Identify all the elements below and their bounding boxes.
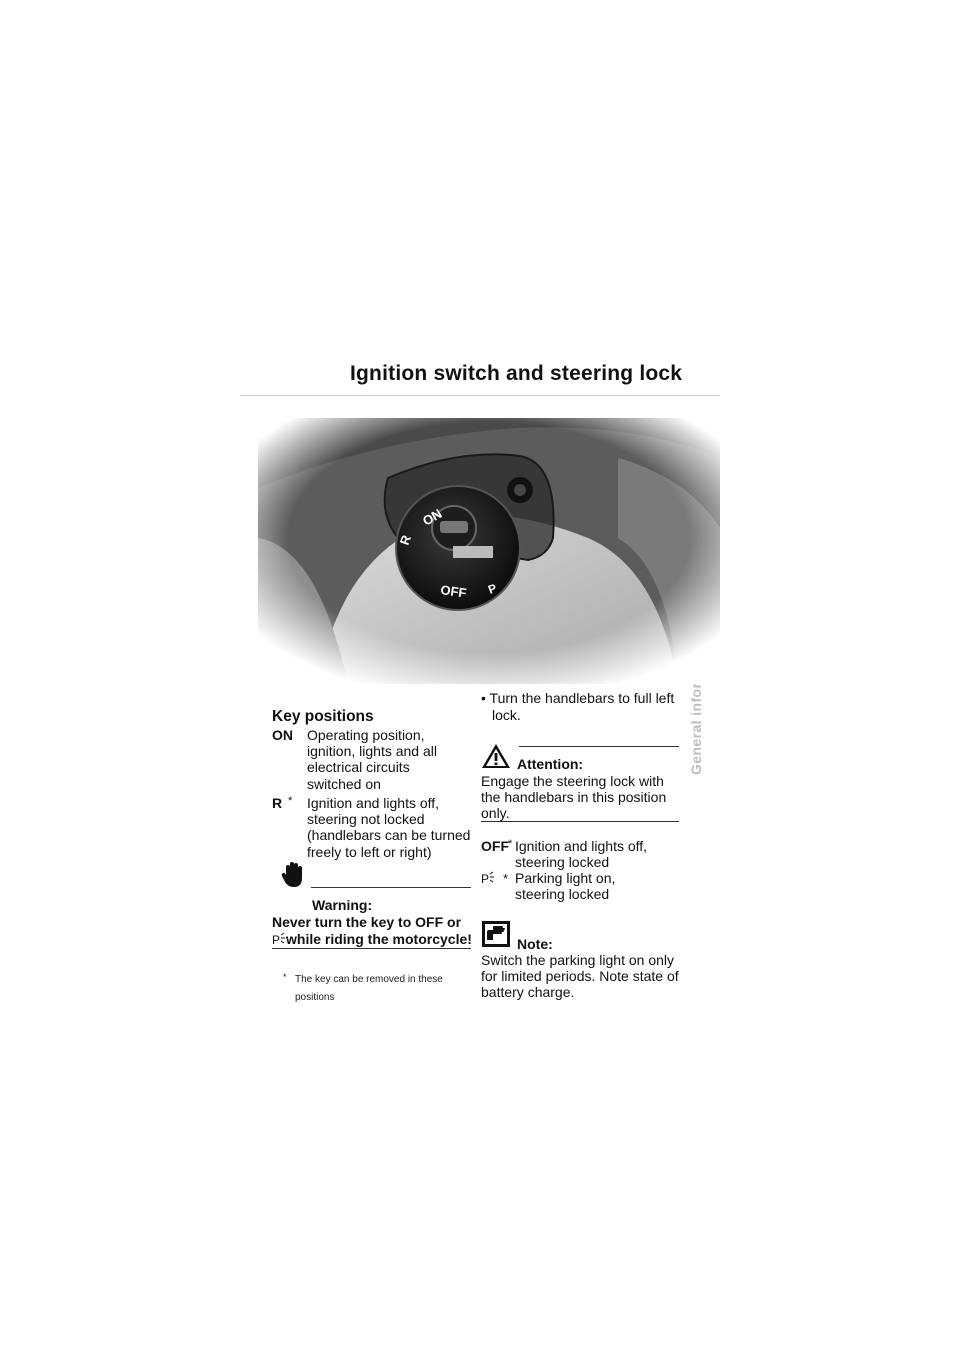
key-desc-line: switched on <box>307 775 381 792</box>
bullet-text-line: lock. <box>492 707 521 723</box>
key-desc-line: steering locked <box>515 854 610 871</box>
attention-text-line: Engage the steering lock with <box>481 773 664 789</box>
key-code: ON <box>272 727 293 743</box>
key-position-off <box>481 838 681 872</box>
key-desc-line: (handlebars can be turned <box>307 827 471 844</box>
key-positions-heading: Key positions <box>272 708 374 725</box>
note-text-line: battery charge. <box>481 984 575 1000</box>
footnote-star: * <box>283 972 287 982</box>
note-hand-icon <box>481 920 511 948</box>
parking-light-icon <box>481 871 495 885</box>
title-divider <box>240 395 720 396</box>
footnote-line: positions <box>295 992 335 1003</box>
hand-stop-icon <box>281 861 305 889</box>
footnote-line: The key can be removed in these <box>295 974 443 985</box>
key-desc-line: Ignition and lights off, <box>307 795 440 811</box>
key-code: R <box>272 795 283 811</box>
warning-heading: Warning: <box>312 897 373 913</box>
key-desc-line: steering not locked <box>307 811 425 828</box>
page-title: Ignition switch and steering lock <box>350 362 683 385</box>
key-position-on <box>272 727 472 793</box>
ignition-switch-photo <box>258 418 720 684</box>
key-desc-line: steering locked <box>515 886 610 903</box>
removable-star: * <box>508 838 513 850</box>
bullet-text-line: • Turn the handlebars to full left <box>481 690 675 706</box>
svg-text:P: P <box>272 933 281 946</box>
svg-text:P: P <box>481 872 490 885</box>
warning-text-line: while riding the motorcycle! <box>286 931 472 947</box>
removable-star: * <box>503 871 509 886</box>
key-desc-line: Ignition and lights off, <box>515 838 648 854</box>
note-text-line: Switch the parking light on only <box>481 952 674 968</box>
key-desc-line: freely to left or right) <box>307 843 432 860</box>
warning-top-rule <box>311 887 471 888</box>
warning-text-line: Never turn the key to OFF or <box>272 914 462 930</box>
key-position-r <box>272 795 472 861</box>
key-desc-line: ignition, lights and all <box>307 743 437 760</box>
warning-triangle-icon <box>481 743 511 769</box>
key-position-parking <box>481 870 681 904</box>
attention-text-line: the handlebars in this position <box>481 789 667 805</box>
key-desc-line: Operating position, <box>307 727 425 743</box>
attention-heading: Attention: <box>517 756 584 772</box>
parking-light-icon <box>272 932 286 946</box>
note-heading: Note: <box>517 936 553 952</box>
attention-text-line: only. <box>481 805 510 821</box>
key-desc-line: electrical circuits <box>307 759 410 776</box>
removable-star: * <box>288 795 293 807</box>
warning-bottom-rule <box>272 948 471 949</box>
key-desc-line: Parking light on, <box>515 870 616 886</box>
key-code: OFF <box>481 838 509 854</box>
attention-bottom-rule <box>481 821 679 822</box>
note-text-line: for limited periods. Note state of <box>481 968 679 984</box>
attention-top-rule <box>519 746 679 747</box>
